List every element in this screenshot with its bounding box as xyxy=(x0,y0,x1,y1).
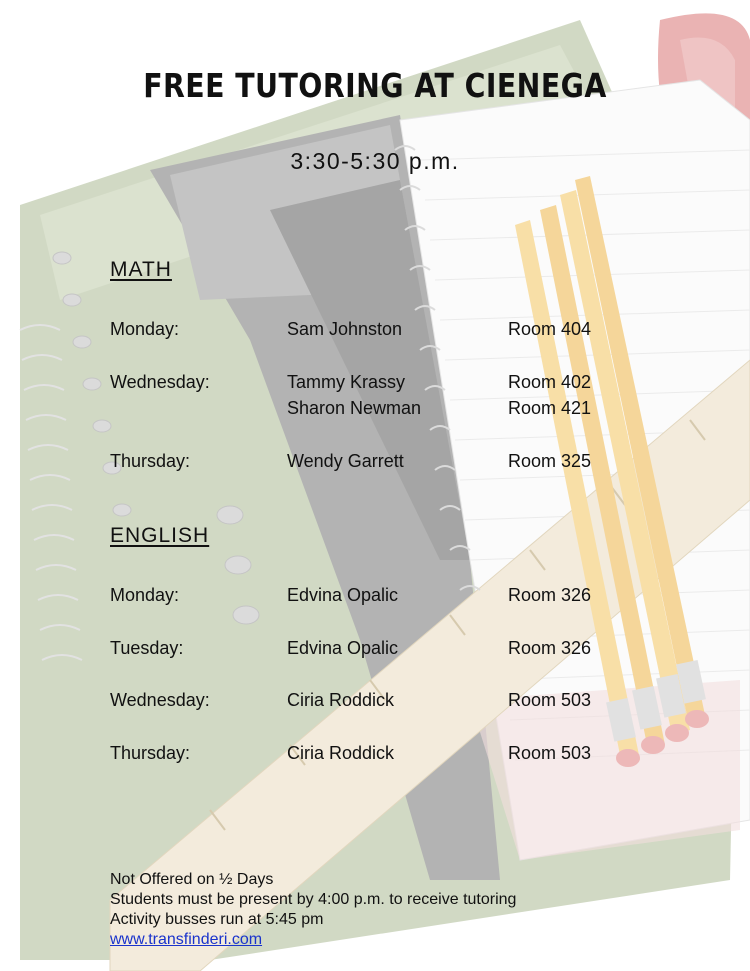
tutoring-hours: 3:30-5:30 p.m. xyxy=(290,148,460,174)
schedule-room: Room 503 xyxy=(508,743,592,763)
schedule-room: Room 325 xyxy=(508,451,592,471)
footer-note-busses: Activity busses run at 5:45 pm xyxy=(110,911,324,928)
schedule-day: Monday: xyxy=(110,585,180,605)
section-heading-math: MATH xyxy=(110,258,172,281)
schedule-day: Wednesday: xyxy=(110,372,210,392)
schedule-tutor: Ciria Roddick xyxy=(287,690,395,710)
section-heading-english: ENGLISH xyxy=(110,524,210,547)
schedule-room: Room 404 xyxy=(508,319,592,339)
schedule-room: Room 326 xyxy=(508,638,592,658)
schedule-tutor: Wendy Garrett xyxy=(287,451,404,471)
schedule-tutor: Sam Johnston xyxy=(287,319,403,339)
schedule-day: Tuesday: xyxy=(110,638,184,658)
schedule-day: Thursday: xyxy=(110,451,191,471)
footer-note-arrival: Students must be present by 4:00 p.m. to receive tutoring xyxy=(110,891,517,908)
footer-notes xyxy=(110,870,516,950)
schedule-room: Room 326 xyxy=(508,585,592,605)
footer-note-half-days: Not Offered on ½ Days xyxy=(110,871,274,888)
schedule-room: Room 421 xyxy=(508,398,592,418)
schedule-day: Thursday: xyxy=(110,743,191,763)
schedule-tutor: Ciria Roddick xyxy=(287,743,395,763)
schedule-tutor: Edvina Opalic xyxy=(287,585,399,605)
schedule-room: Room 402 xyxy=(508,372,592,392)
schedule-day: Monday: xyxy=(110,319,180,339)
schedule-tutor: Edvina Opalic xyxy=(287,638,399,658)
footer-website-link[interactable]: www.transfinderi.com xyxy=(110,931,263,948)
schedule-tutor: Tammy Krassy xyxy=(287,372,406,392)
page-title: FREE TUTORING AT CIENEGA xyxy=(143,66,607,105)
schedule-day: Wednesday: xyxy=(110,690,210,710)
schedule-tutor: Sharon Newman xyxy=(287,398,422,418)
schedule-room: Room 503 xyxy=(508,690,592,710)
